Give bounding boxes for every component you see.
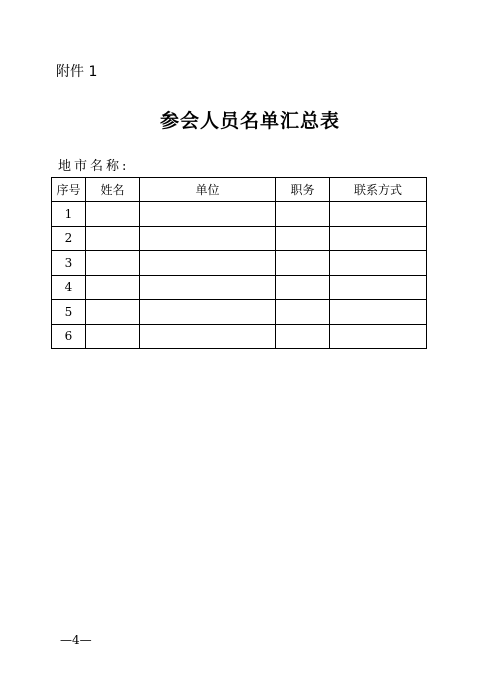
table-row bbox=[52, 275, 427, 300]
attendee-summary-table bbox=[51, 177, 427, 349]
unit-cell[interactable] bbox=[140, 251, 276, 276]
contact-cell[interactable] bbox=[330, 251, 427, 276]
row-index: 1 bbox=[52, 202, 86, 227]
header-position: 职务 bbox=[276, 178, 330, 202]
name-cell[interactable] bbox=[86, 251, 140, 276]
page-number: —4— bbox=[60, 633, 92, 647]
table-row bbox=[52, 226, 427, 251]
name-cell[interactable] bbox=[86, 202, 140, 227]
row-index: 4 bbox=[52, 275, 86, 300]
unit-cell[interactable] bbox=[140, 324, 276, 349]
name-cell[interactable] bbox=[86, 275, 140, 300]
document-title: 参会人员名单汇总表 bbox=[159, 110, 340, 132]
contact-cell[interactable] bbox=[330, 202, 427, 227]
row-index: 3 bbox=[52, 251, 86, 276]
header-name: 姓名 bbox=[86, 178, 140, 202]
position-cell[interactable] bbox=[276, 202, 330, 227]
position-cell[interactable] bbox=[276, 324, 330, 349]
region-name-label: 地市名称: bbox=[58, 159, 130, 174]
row-index: 6 bbox=[52, 324, 86, 349]
contact-cell[interactable] bbox=[330, 300, 427, 325]
name-cell[interactable] bbox=[86, 226, 140, 251]
row-index: 5 bbox=[52, 300, 86, 325]
table-row bbox=[52, 324, 427, 349]
unit-cell[interactable] bbox=[140, 226, 276, 251]
header-index: 序号 bbox=[52, 178, 86, 202]
unit-cell[interactable] bbox=[140, 300, 276, 325]
table-row bbox=[52, 202, 427, 227]
table-row bbox=[52, 300, 427, 325]
position-cell[interactable] bbox=[276, 275, 330, 300]
header-unit: 单位 bbox=[140, 178, 276, 202]
position-cell[interactable] bbox=[276, 226, 330, 251]
position-cell[interactable] bbox=[276, 251, 330, 276]
table-header-row bbox=[52, 178, 427, 202]
unit-cell[interactable] bbox=[140, 202, 276, 227]
name-cell[interactable] bbox=[86, 300, 140, 325]
contact-cell[interactable] bbox=[330, 324, 427, 349]
unit-cell[interactable] bbox=[140, 275, 276, 300]
name-cell[interactable] bbox=[86, 324, 140, 349]
table-row bbox=[52, 251, 427, 276]
contact-cell[interactable] bbox=[330, 226, 427, 251]
attachment-label: 附件 1 bbox=[56, 64, 98, 80]
row-index: 2 bbox=[52, 226, 86, 251]
position-cell[interactable] bbox=[276, 300, 330, 325]
header-contact: 联系方式 bbox=[330, 178, 427, 202]
contact-cell[interactable] bbox=[330, 275, 427, 300]
